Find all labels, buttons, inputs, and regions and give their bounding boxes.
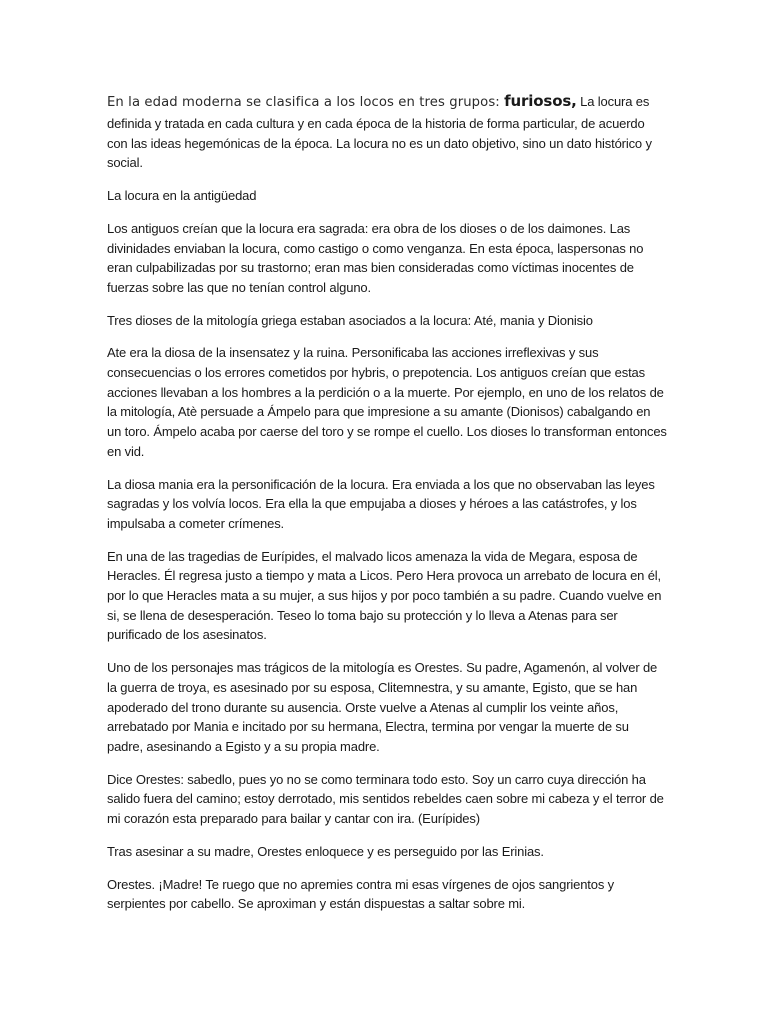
intro-bold-text: furiosos, — [504, 92, 577, 110]
intro-paragraph — [107, 90, 667, 173]
document-body — [107, 90, 667, 927]
paragraph-euripides: En una de las tragedias de Eurípides, el malvado licos amenaza la vida de Megara, esposa de Heracles. Él regresa justo a tiempo y mata a Licos. Pero Hera provoca un arrebato de locura en él, por lo que Heracles mata a su mujer, a sus hijos y por poco también a su padre. Cuando vuelve en si, se llena de desesperación. Teseo lo toma bajo su protección y lo lleva a Atenas para ser purificado de los asesinatos. — [107, 548, 662, 643]
paragraph-ate: Ate era la diosa de la insensatez y la ruina. Personificaba las acciones irreflexivas y sus consecuencias o los errores cometidos por hybris, o prepotencia. Los antiguos creían que estas acciones llevaban a los hombres a la perdición o a la muerte. Por ejemplo, en uno de los relatos de la mitología, Atè persuade a Ámpelo para que impresione a su amante (Dionisos) cabalgando en un toro. Ámpelo acaba por caerse del toro y se rompe el cuello. Los dioses lo transforman entonces en vid. — [107, 345, 667, 459]
paragraph-madre: Orestes. ¡Madre! Te ruego que no apremies contra mi esas vírgenes de ojos sangrientos y serpientes por cabello. Se aproximan y están dispuestas a saltar sobre mi. — [107, 876, 614, 912]
intro-rest-text: La locura es definida y tratada en cada cultura y en cada época de la historia de forma particular, de acuerdo con las ideas hegemónicas de la época. La locura no es un dato objetivo, sino un dato histórico y social. — [107, 94, 652, 171]
paragraph-orestes: Uno de los personajes mas trágicos de la mitología es Orestes. Su padre, Agamenón, al volver de la guerra de troya, es asesinado por su esposa, Clitemnestra, y su amante, Egisto, que se han apoderado del trono durante su ausencia. Orste vuelve a Atenas al cumplir los veinte años, arrebatado por Mania e incitado por su hermana, Electra, termina por vengar la muerte de su padre, asesinando a Egisto y a su propia madre. — [107, 660, 658, 754]
paragraph-tres-dioses: Tres dioses de la mitología griega estaban asociados a la locura: Até, mania y Dionisio — [107, 312, 593, 328]
intro-light-text: En la edad moderna se clasifica a los locos en tres grupos: — [107, 95, 505, 110]
section-heading: La locura en la antigüedad — [107, 188, 257, 204]
paragraph-erinias: Tras asesinar a su madre, Orestes enloquece y es perseguido por las Erinias. — [107, 843, 544, 859]
paragraph-antiguos: Los antiguos creían que la locura era sagrada: era obra de los dioses o de los daimones. Las divinidades enviaban la locura, como castigo o como venganza. En esta época, laspersonas no eran culpabilizadas por su trastorno; eran mas bien consideradas como víctimas inocentes de fuerzas sobre las que no tenían control alguno. — [107, 220, 644, 295]
paragraph-quote: Dice Orestes: sabedlo, pues yo no se como terminara todo esto. Soy un carro cuya dirección ha salido fuera del camino; estoy derrotado, mis sentidos rebeldes caen sobre mi cabeza y el terror de mi corazón esta preparado para bailar y cantar con ira. (Eurípides) — [107, 771, 664, 827]
paragraph-mania: La diosa mania era la personificación de la locura. Era enviada a los que no observaban las leyes sagradas y los volvía locos. Era ella la que empujaba a dioses y héroes a las catástrofes, y los impulsaba a cometer crímenes. — [107, 476, 655, 531]
